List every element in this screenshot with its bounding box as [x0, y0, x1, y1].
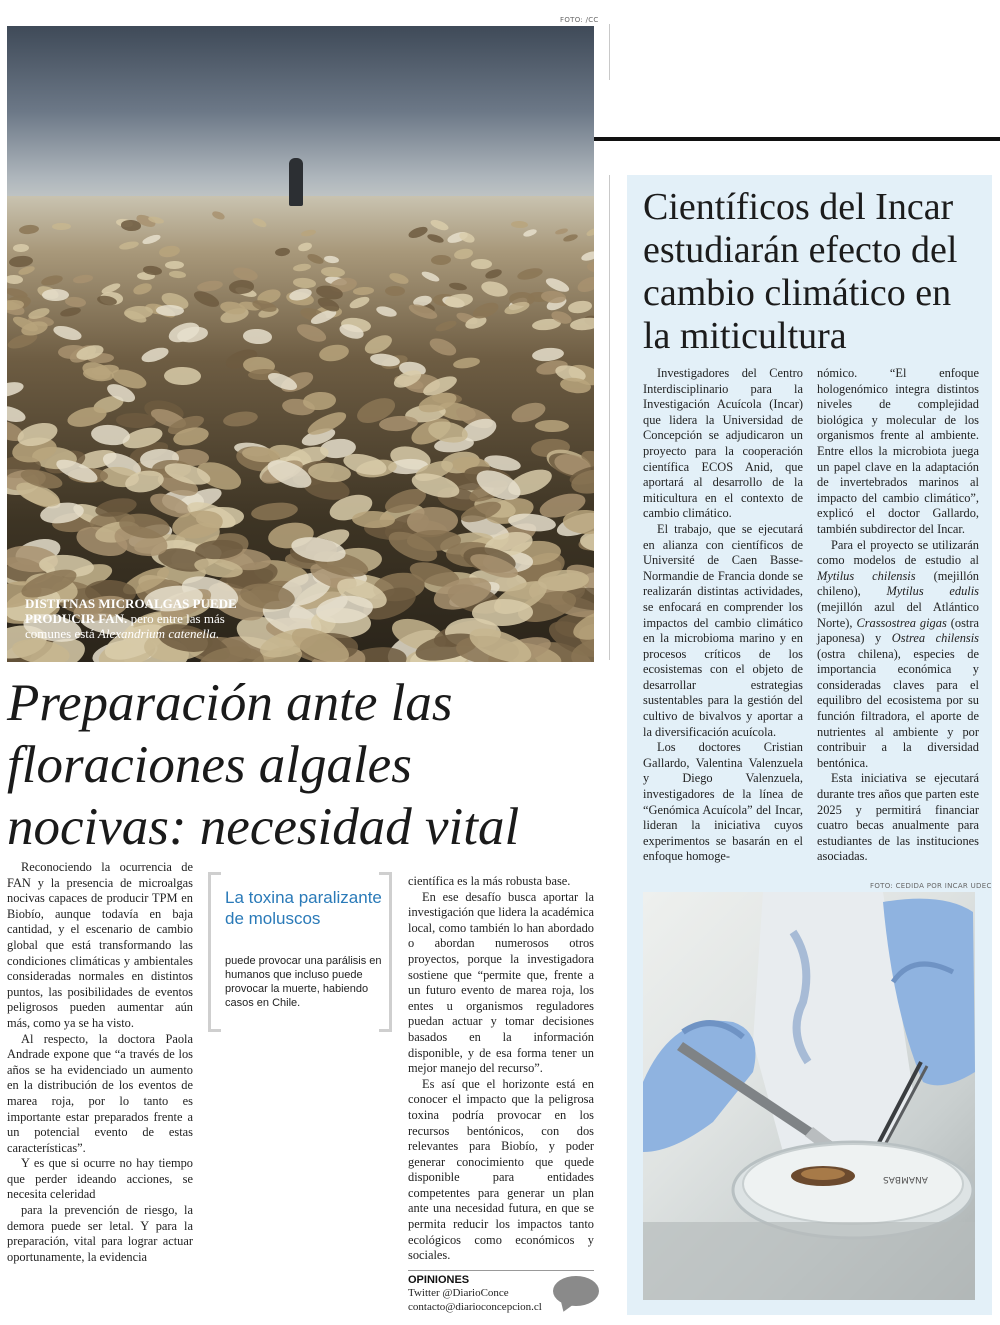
shell: [12, 244, 28, 252]
opinions-box: [408, 1274, 598, 1314]
twitter-handle[interactable]: Twitter @DiarioConce: [408, 1287, 509, 1299]
pull-quote-bracket-left: [208, 872, 221, 1032]
lab-dissection-photo: [643, 892, 975, 1300]
opinions-label: OPINIONES: [408, 1274, 470, 1286]
paragraph: para la prevención de riesgo, la demora puede ser letal. Y para la preparación, vital para lograr actuar oportunamente, la evidencia: [7, 1203, 193, 1264]
photo-caption: [25, 596, 265, 641]
sidebar-article-column-1: [643, 366, 803, 865]
main-article-column-1: [7, 860, 193, 1265]
paragraph: Al respecto, la doctora Paola Andrade expone que “a través de los años se ha evidenciado un aumento en la distribución de los eventos de marea roja, por lo tanto es importante estar preparados frente a un potencial evento de estas características”.: [7, 1031, 193, 1155]
shell: [471, 259, 492, 269]
paragraph: Es así que el horizonte está en conocer el impacto que la peligrosa toxina podría provocar en los recursos bentónicos, con dos relevantes para Biobío, y poder generar conocimiento que quede disponible para entidades competentes para generar un plan ante una necesidad futura, en que se permita reducir los impactos tanto ecológicos como económicos y sociales.: [408, 1076, 594, 1263]
photo-person-silhouette: [289, 158, 303, 206]
photo-credit: FOTO: /CC: [560, 16, 599, 24]
shell: [511, 220, 528, 228]
paragraph: El trabajo, que se ejecutará en alianza con científicos de Université de Caen Basse-Normandie de Francia donde se realizarán distintas actividades, se enfocará en comprender los impactos del cambio climático en la microbioma marino y en procesos críticos de los ecosistemas con el objeto de desarrollar estrategias sustentables para la gestión del cultivo de bivalvos y aportar a la diversificación acuícola.: [643, 521, 803, 739]
shell: [431, 254, 451, 265]
photo-caption-text: pero entre las más comunes está: [25, 611, 225, 641]
column-rule: [609, 175, 610, 660]
shell: [352, 510, 396, 528]
paragraph: Los doctores Cristian Gallardo, Valentina Valenzuela y Diego Valenzuela, investigadores de la línea de “Genómica Acuícola” del Incar, lideran la iniciativa cuyos experimentos se basarán en el enfoque homoge-: [643, 740, 803, 864]
main-headline: Preparación ante las floraciones algales nocivas: necesidad vital: [7, 674, 520, 856]
footer-rule: [408, 1270, 594, 1271]
lab-photo-credit: FOTO: CEDIDA POR INCAR UDEC: [870, 882, 992, 890]
speech-bubble-icon: [553, 1276, 599, 1306]
contact-email[interactable]: contacto@diarioconcepcion.cl: [408, 1301, 542, 1313]
pull-quote-text: puede provocar una parálisis en humanos que incluso puede provocar la muerte, habiendo casos en Chile.: [225, 955, 382, 1009]
paragraph: científica es la más robusta base.: [408, 874, 571, 888]
shell: [385, 285, 405, 295]
pull-quote-title: La toxina paralizante de moluscos: [225, 888, 382, 928]
sidebar-article-title: Científicos del Incar estudiarán efecto del cambio climático en la miticultura: [643, 186, 958, 357]
paragraph: Investigadores del Centro Interdisciplinario para la Investigación Acuícola (Incar) que lidera la Universidad de Concepción se adjudicaron un proyecto para la cooperación científica ECOS Anid, que aportará al desarrollo de la miticultura en el contexto de cambio climático.: [643, 366, 803, 521]
dish-label: ANAMBAS: [883, 1174, 928, 1184]
paragraph: Esta iniciativa se ejecutará durante tres años que parten este 2025 y permitirá financiar cuatro becas anualmente para estudiantes de las instituciones asociadas.: [817, 771, 979, 864]
photo-caption-bold: DISTITNAS MICROALGAS PUEDE PRODUCIR FAN.: [25, 596, 237, 626]
section-divider: [594, 137, 1000, 141]
main-article-column-2: [408, 874, 594, 1264]
shell: [164, 367, 201, 386]
paragraph: Para el proyecto se utilizarán como modelos de estudio al Mytilus chilensis (mejillón chileno), Mytilus edulis (mejillón azul del Atlántico Norte), Crassostrea gigas (ostra japonesa) y Ostrea chilensis (ostra chilena), especies de importancia económica y consideradas claves para el equilibro del ecosistema por su función filtradora, el aporte de nutrientes al ambiente y por contribuir a la diversidad bentónica.: [817, 537, 979, 770]
shell: [407, 529, 462, 550]
shell: [156, 304, 184, 315]
lab-photo-illustration: [643, 892, 975, 1300]
beach-shells-photo: [7, 26, 594, 662]
shell: [121, 219, 141, 231]
paragraph: nómico. “El enfoque hologenómico integra distintos niveles de complejidad biológica y molecular de los organismos frente al ambiente. Entre ellos la microbiota juega un papel clave en la adaptación de invertebrados marinos al impacto del cambio climático”, explicó el doctor Gallardo, también subdirector del Incar.: [817, 366, 979, 536]
paragraph: En ese desafío busca aportar la investigación que lidera la académica local, como también lo han abordado o abordan numerosos otros proyectos, porque la investigadora sostiene que “permite que, frente a un futuro evento de marea roja, los entes u organismos reguladores puedan actuar y tomar decisiones basados en la información disponible, y de esa forma tener un mejor manejo del recurso”.: [408, 889, 594, 1076]
pull-quote: [208, 872, 392, 1028]
paragraph: Reconociendo la ocurrencia de FAN y la presencia de microalgas nocivas capaces de producir TPM en Biobío, aunque todavía en baja cantidad, y el escenario de cambio global que está transformando las condiciones climáticas y ambientales consideradas normales en distintos puntos, las posibilidades de eventos peligrosos pueden aumentar aún más, como ya se ha visto.: [7, 860, 193, 1030]
sidebar-article-column-2: [817, 366, 979, 865]
column-rule: [609, 24, 610, 80]
paragraph: Y es que si ocurre no hay tiempo que perder ideando acciones, se necesita celeridad: [7, 1156, 193, 1202]
shell: [42, 289, 69, 301]
photo-caption-italic: Alexandrium catenella.: [97, 626, 220, 641]
